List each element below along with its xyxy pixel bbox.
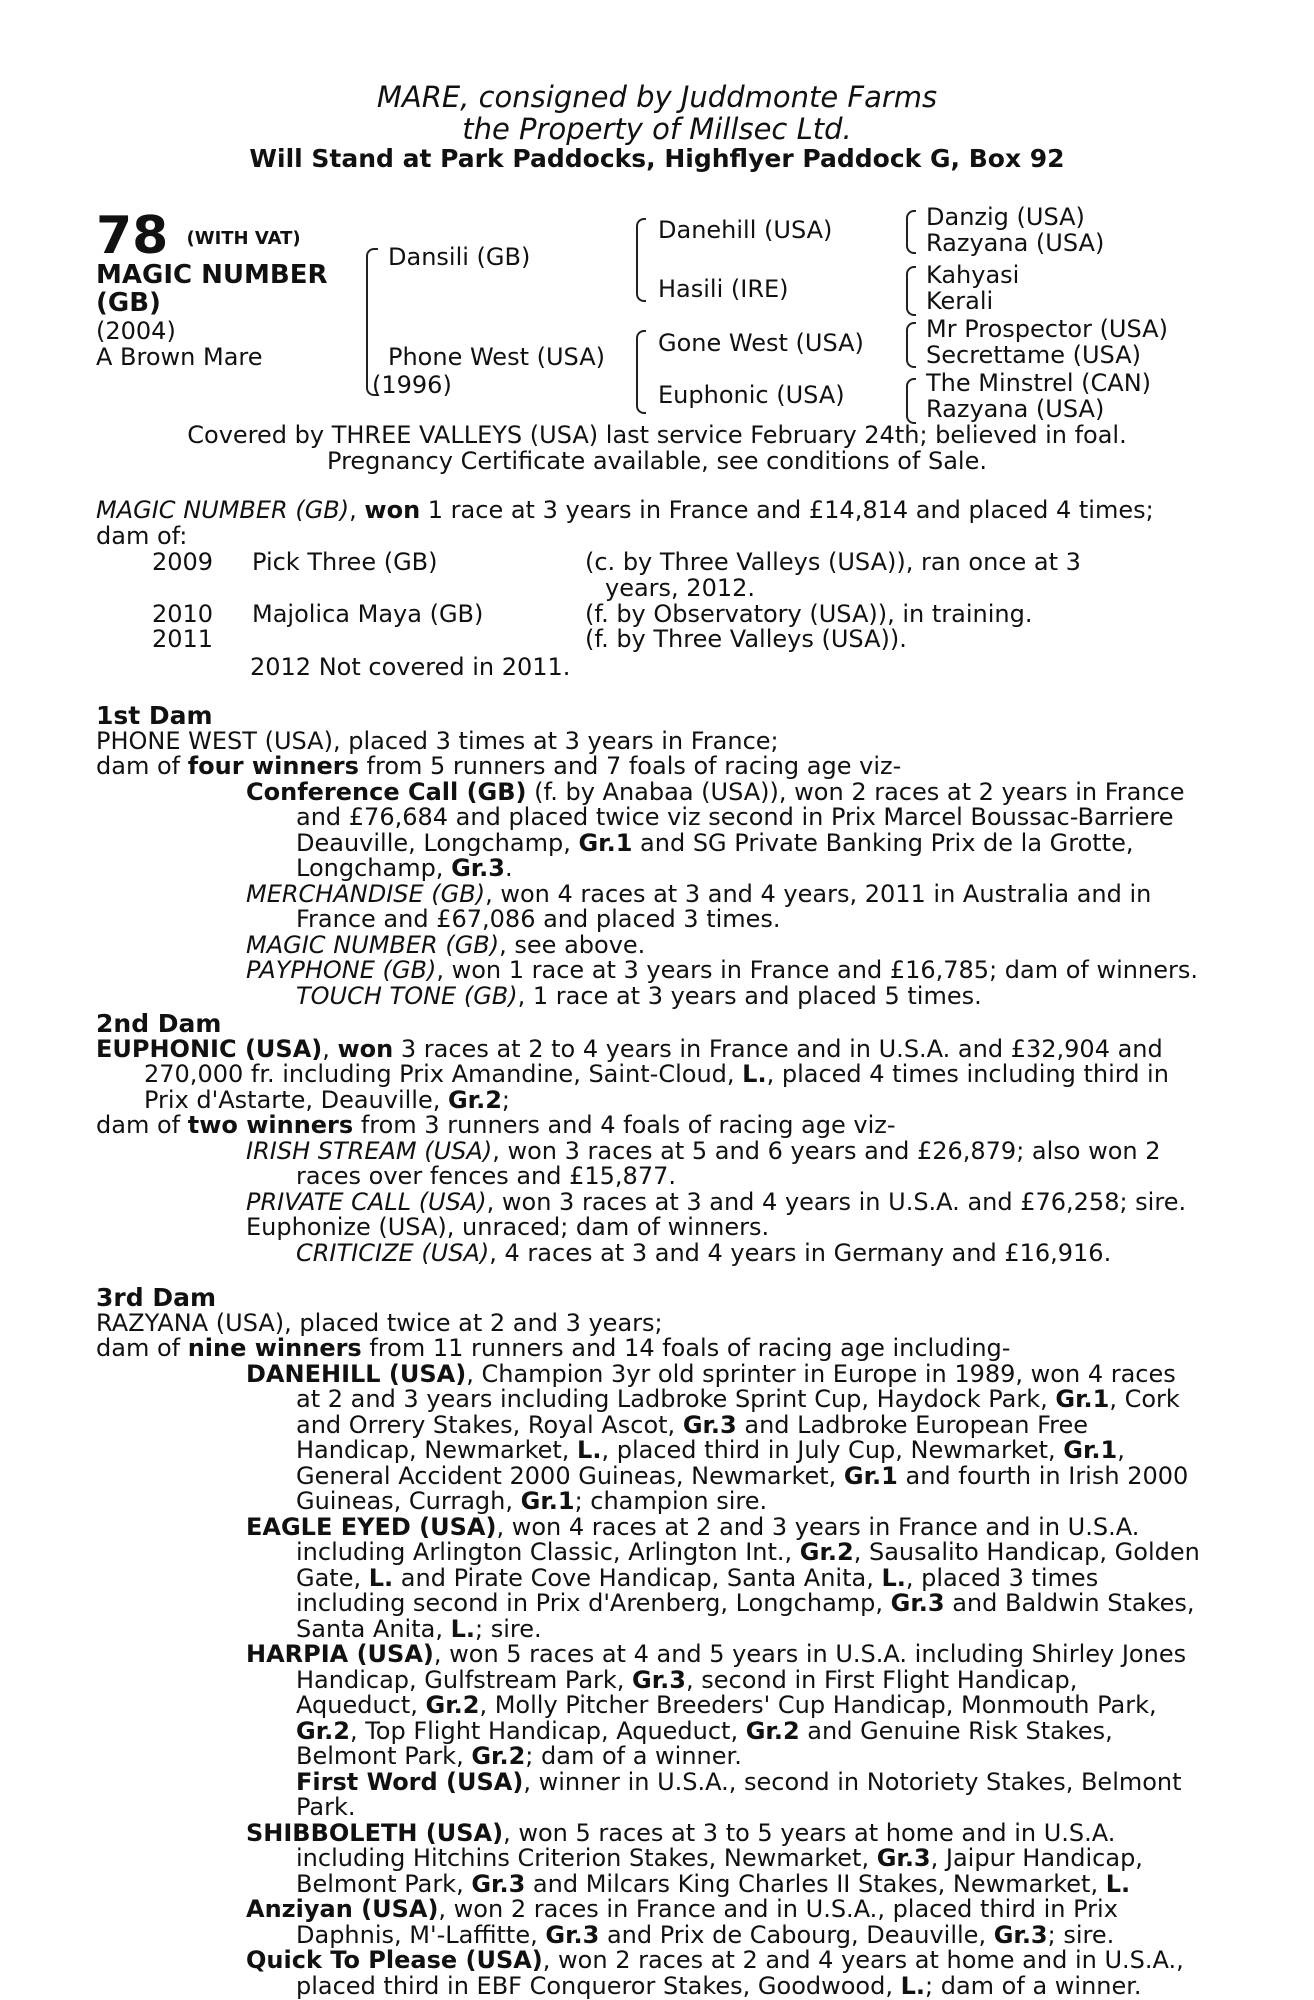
pedigree-brace-sire [636,218,646,302]
second-dam-line: EUPHONIC (USA), won 3 races at 2 to 4 years in France and in U.S.A. and £32,904 and 270,000 fr. including Prix Amandine, Saint-Cloud, L., placed 4 times including third in Prix d'Astarte, Deauville, Gr.2; [96,1034,1169,1114]
pedigree-ddd: Razyana (USA) [926,395,1105,423]
pedigree-sire: Dansili (GB) [388,243,531,271]
lot-number: 78 [96,206,169,266]
pedigree-dam-dam: Euphonic (USA) [658,381,845,409]
pedigree-dss: Mr Prospector (USA) [926,315,1168,343]
third-dam-entry-3-sub: First Word (USA), winner in U.S.A., second in Notoriety Stakes, Belmont Park. [296,1767,1182,1821]
pedigree-brace-dam [636,330,646,414]
third-dam-section [96,1285,1206,1999]
progeny-details-1b: years, 2012. [605,574,756,602]
third-dam-entry-6: Quick To Please (USA), won 2 races at 2 and 4 years at home and in U.S.A., placed third in EBF Conqueror Stakes, Goodwood, L.; dam of a winner. [246,1946,1184,2000]
pedigree-dam: Phone West (USA) [388,343,605,371]
third-dam-damof: dam of nine winners from 11 runners and 14 foals of racing age including- [96,1334,1011,1362]
pedigree-dam-year: (1996) [372,371,452,399]
horse-year: (2004) [96,317,176,345]
first-dam-line: PHONE WEST (USA), placed 3 times at 3 years in France; [96,726,779,755]
progeny-year-2: 2010 [152,600,214,628]
intro-rest: 1 race at 3 years in France and £14,814 and placed 4 times; [420,496,1154,524]
second-dam-heading: 2nd Dam [96,1009,222,1038]
horse-name: MAGIC NUMBER [96,260,328,290]
pedigree-brace-dd [906,378,916,424]
second-dam-entry-3: Euphonize (USA), unraced; dam of winners. [246,1213,770,1241]
not-covered-note: 2012 Not covered in 2011. [250,653,571,681]
first-dam-entry-2: MERCHANDISE (GB), won 4 races at 3 and 4 years, 2011 in Australia and in France and £67,086 and placed 3 times. [246,879,1152,933]
first-dam-entry-3: MAGIC NUMBER (GB), see above. [246,930,646,959]
pedigree-sire-sire: Danehill (USA) [658,216,833,244]
third-dam-entry-4: SHIBBOLETH (USA), won 5 races at 3 to 5 years at home and in U.S.A. including Hitchins Criterion Stakes, Newmarket, Gr.3, Jaipur Handicap, Belmont Park, Gr.3 and Milcars King Charles II Stakes, Newmarket, L. [246,1818,1143,1898]
intro-horse-name: MAGIC NUMBER (GB) [96,496,350,524]
progeny-year-1: 2009 [152,548,214,576]
first-dam-entry-4: PAYPHONE (GB), won 1 race at 3 years in France and £16,785; dam of winners. [246,956,1198,984]
pedigree-brace-ds [906,322,916,368]
horse-country: (GB) [96,288,161,318]
intro-damof: dam of: [96,521,188,550]
cover-note: Covered by THREE VALLEYS (USA) last service February 24th; believed in foal. [187,421,1127,449]
third-dam-entry-2: EAGLE EYED (USA), won 4 races at 2 and 3 years in France and in U.S.A. including Arlington Classic, Arlington Int., Gr.2, Sausalito Handicap, Golden Gate, L. and Pirate Cove Handicap, Santa Anita, L., placed 3 times including second in Prix d'Arenberg, Longchamp, Gr.3 and Baldwin Stakes, Santa Anita, L.; sire. [246,1512,1200,1643]
pregnancy-note: Pregnancy Certificate available, see conditions of Sale. [327,447,987,475]
pedigree-dds: The Minstrel (CAN) [926,369,1152,397]
third-dam-heading: 3rd Dam [96,1283,216,1312]
intro-block [96,498,1206,549]
second-dam-entry-2: PRIVATE CALL (USA), won 3 races at 3 and 4 years in U.S.A. and £76,258; sire. [246,1187,1187,1216]
progeny-name-2: Majolica Maya (GB) [252,600,484,628]
progeny-details-3: (f. by Three Valleys (USA)). [585,625,907,653]
progeny-details-1: (c. by Three Valleys (USA)), ran once at 3 [585,548,1081,576]
intro-won: won [364,496,421,524]
third-dam-entry-3: HARPIA (USA), won 5 races at 4 and 5 years in U.S.A. including Shirley Jones Handicap, Gulfstream Park, Gr.3, second in First Flight Handicap, Aqueduct, Gr.2, Molly Pitcher Breeders' Cup Handicap, Monmouth Park, Gr.2, Top Flight Handicap, Aqueduct, Gr.2 and Genuine Risk Stakes, Belmont Park, Gr.2; dam of a winner. [246,1640,1187,1770]
lot-number-row [96,206,301,266]
pedigree-dsd: Secrettame (USA) [926,341,1141,369]
first-dam-heading: 1st Dam [96,701,213,730]
intro-line: MAGIC NUMBER (GB), won 1 race at 3 years in France and £14,814 and placed 4 times; [96,496,1154,524]
pedigree-ssd: Razyana (USA) [926,229,1105,257]
second-dam-damof: dam of two winners from 3 runners and 4 foals of racing age viz- [96,1111,896,1139]
pedigree-sdd: Kerali [926,287,994,315]
third-dam-entry-1: DANEHILL (USA), Champion 3yr old sprinter in Europe in 1989, won 4 races at 2 and 3 years including Ladbroke Sprint Cup, Haydock Park, Gr.1, Cork and Orrery Stakes, Royal Ascot, Gr.3 and Ladbroke European Free Handicap, Newmarket, L., placed third in July Cup, Newmarket, Gr.1, General Accident 2000 Guineas, Newmarket, Gr.1 and fourth in Irish 2000 Guineas, Curragh, Gr.1; champion sire. [246,1359,1189,1515]
pedigree-brace-ss [906,210,916,254]
property-line: the Property of Millsec Ltd. [462,112,852,146]
first-dam-entry-5: TOUCH TONE (GB), 1 race at 3 years and placed 5 times. [296,981,982,1010]
pedigree-sds: Kahyasi [926,261,1020,289]
pedigree-dam-sire: Gone West (USA) [658,329,864,357]
second-dam-entry-1: IRISH STREAM (USA), won 3 races at 5 and 6 years and £26,879; also won 2 races over fences and £15,877. [246,1136,1161,1190]
progeny-details-2: (f. by Observatory (USA)), in training. [585,600,1033,628]
progeny-year-3: 2011 [152,625,214,653]
first-dam-section [96,703,1206,1009]
consignor-line: MARE, consigned by Juddmonte Farms [376,80,938,114]
first-dam-entry-1: Conference Call (GB) (f. by Anabaa (USA)), won 2 races at 2 years in France and £76,684 and placed twice viz second in Prix Marcel Boussac-Barriere Deauville, Longchamp, Gr.1 and SG Private Banking Prix de la Grotte, Longchamp, Gr.3. [246,777,1185,882]
progeny-name-1: Pick Three (GB) [252,548,438,576]
pedigree-sss: Danzig (USA) [926,203,1085,231]
second-dam-entry-4: CRITICIZE (USA), 4 races at 3 and 4 years in Germany and £16,916. [296,1238,1112,1267]
first-dam-damof: dam of four winners from 5 runners and 7 foals of racing age viz- [96,752,902,780]
pedigree-sire-dam: Hasili (IRE) [658,275,789,303]
pedigree-brace-sd [906,266,916,316]
horse-description: A Brown Mare [96,343,263,371]
second-dam-section [96,1011,1206,1266]
stabling-line: Will Stand at Park Paddocks, Highflyer Paddock G, Box 92 [249,144,1065,173]
third-dam-entry-5: Anziyan (USA), won 2 races in France and in U.S.A., placed third in Prix Daphnis, M'-Laffitte, Gr.3 and Prix de Cabourg, Deauville, Gr.3; sire. [246,1895,1118,1949]
vat-note: (WITH VAT) [186,228,301,249]
third-dam-line: RAZYANA (USA), placed twice at 2 and 3 years; [96,1308,663,1337]
